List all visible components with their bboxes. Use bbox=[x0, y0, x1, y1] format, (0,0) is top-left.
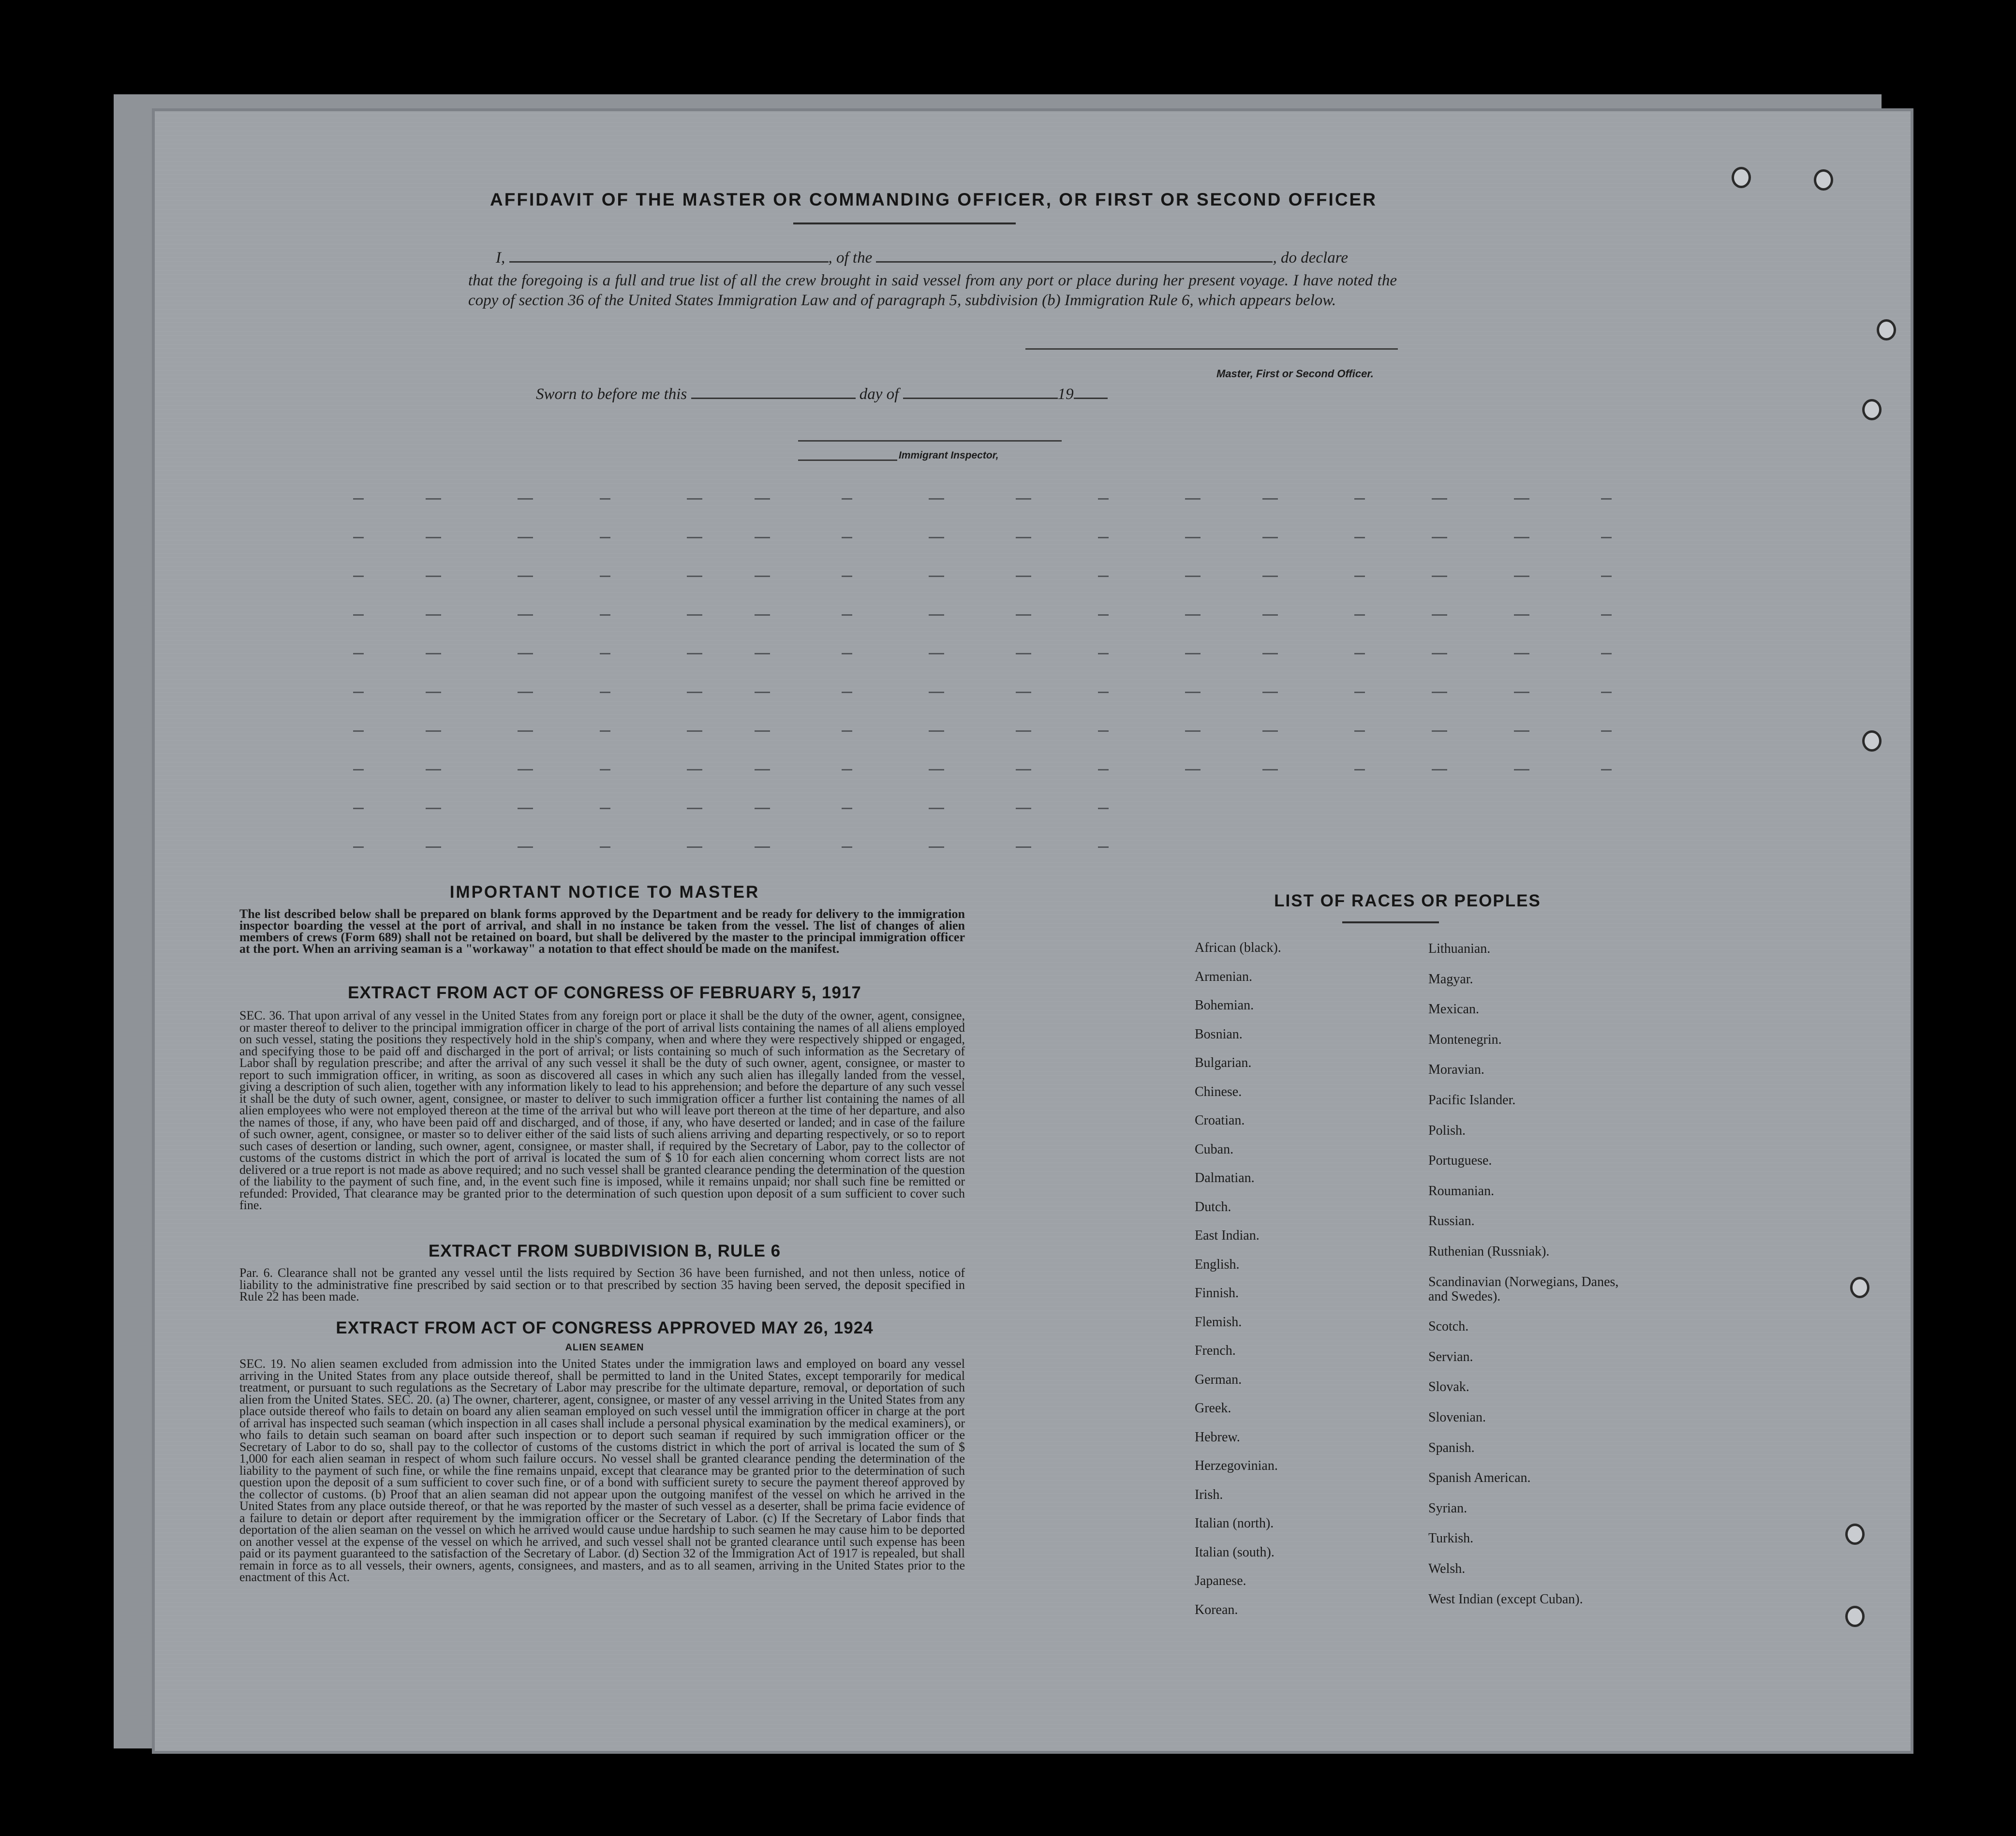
blank-row-dash bbox=[518, 653, 533, 654]
blank-row-dash bbox=[1098, 692, 1109, 693]
affidavit-title-underline bbox=[793, 222, 1016, 224]
blank-row-dash bbox=[353, 498, 364, 500]
blank-row-dash bbox=[1185, 498, 1201, 500]
blank-row-dash bbox=[426, 769, 441, 770]
race-item: Japanese. bbox=[1195, 1573, 1246, 1588]
blank-row-dash bbox=[755, 730, 770, 732]
blank-row-dash bbox=[1016, 537, 1031, 538]
blank-row-dash bbox=[600, 576, 610, 577]
declaration-line bbox=[496, 249, 1398, 267]
blank-row-dash bbox=[1098, 537, 1109, 538]
blank-row-dash bbox=[1432, 576, 1447, 577]
blank-row-dash bbox=[687, 846, 702, 848]
extract-1924-subtitle: ALIEN SEAMEN bbox=[565, 1342, 644, 1353]
blank-row-dash bbox=[1185, 692, 1201, 693]
blank-row-dash bbox=[1514, 653, 1529, 654]
blank-row-dash bbox=[518, 692, 533, 693]
blank-row-dash bbox=[1601, 769, 1612, 770]
race-item: Portuguese. bbox=[1428, 1153, 1492, 1169]
race-item: Spanish American. bbox=[1428, 1470, 1531, 1486]
blank-row-dash bbox=[1601, 653, 1612, 654]
blank-row-dash bbox=[426, 614, 441, 616]
race-item: Italian (north). bbox=[1195, 1516, 1274, 1531]
race-item: Hebrew. bbox=[1195, 1429, 1240, 1445]
blank-row-dash bbox=[353, 576, 364, 577]
blank-row-dash bbox=[1432, 537, 1447, 538]
blank-row-dash bbox=[1016, 498, 1031, 500]
blank-row-dash bbox=[755, 576, 770, 577]
blank-row-dash bbox=[842, 498, 852, 500]
blank-row-dash bbox=[1601, 614, 1612, 616]
blank-row-dash bbox=[1601, 576, 1612, 577]
extract-1924-title: EXTRACT FROM ACT OF CONGRESS APPROVED MAY 26, 1924 bbox=[336, 1318, 874, 1337]
blank-row-dash bbox=[1354, 576, 1365, 577]
blank-row-dash bbox=[353, 692, 364, 693]
blank-row-dash bbox=[353, 614, 364, 616]
race-item: French. bbox=[1195, 1343, 1236, 1358]
blank-row-dash bbox=[842, 769, 852, 770]
race-item: Irish. bbox=[1195, 1487, 1223, 1502]
race-item: Chinese. bbox=[1195, 1084, 1242, 1099]
blank-row-dash bbox=[687, 808, 702, 809]
blank-row-dash bbox=[353, 846, 364, 848]
blank-row-dash bbox=[755, 498, 770, 500]
blank-row-dash bbox=[929, 846, 944, 848]
sworn-line bbox=[536, 385, 1108, 403]
race-item: Pacific Islander. bbox=[1428, 1093, 1516, 1108]
blank-row-dash bbox=[842, 614, 852, 616]
blank-row-dash bbox=[426, 692, 441, 693]
blank-row-dash bbox=[600, 498, 610, 500]
blank-row-dash bbox=[353, 769, 364, 770]
blank-row-dash bbox=[1262, 653, 1278, 654]
blank-row-dash bbox=[1354, 769, 1365, 770]
race-item: Bosnian. bbox=[1195, 1026, 1243, 1042]
blank-row-dash bbox=[1354, 653, 1365, 654]
blank-row-dash bbox=[929, 653, 944, 654]
sworn-label: Sworn to before me this bbox=[536, 385, 687, 403]
blank-row-dash bbox=[1514, 730, 1529, 732]
blank-row-dash bbox=[842, 846, 852, 848]
race-item: Greek. bbox=[1195, 1401, 1231, 1416]
blank-row-dash bbox=[518, 808, 533, 809]
race-item: Scotch. bbox=[1428, 1319, 1469, 1334]
blank-row-dash bbox=[1016, 653, 1031, 654]
race-item: Bulgarian. bbox=[1195, 1055, 1252, 1070]
race-item: Finnish. bbox=[1195, 1286, 1239, 1301]
blank-row-dash bbox=[842, 537, 852, 538]
notice-title: IMPORTANT NOTICE TO MASTER bbox=[449, 883, 760, 902]
sworn-month-field[interactable] bbox=[903, 398, 1058, 399]
blank-row-dash bbox=[929, 498, 944, 500]
blank-row-dash bbox=[842, 653, 852, 654]
blank-row-dash bbox=[426, 576, 441, 577]
race-item: Bohemian. bbox=[1195, 998, 1254, 1013]
blank-row-dash bbox=[1016, 692, 1031, 693]
binder-hole bbox=[1850, 1277, 1869, 1298]
race-item: Polish. bbox=[1428, 1123, 1466, 1138]
blank-row-dash bbox=[1098, 614, 1109, 616]
blank-row-dash bbox=[687, 537, 702, 538]
blank-row-dash bbox=[687, 576, 702, 577]
race-item: Turkish. bbox=[1428, 1531, 1474, 1546]
binder-hole bbox=[1845, 1606, 1865, 1627]
blank-row-dash bbox=[842, 692, 852, 693]
binder-hole bbox=[1732, 167, 1751, 188]
blank-row-dash bbox=[1016, 769, 1031, 770]
blank-row-dash bbox=[755, 846, 770, 848]
affidavit-title: AFFIDAVIT OF THE MASTER OR COMMANDING OFFICER, OR FIRST OR SECOND OFFICER bbox=[490, 190, 1377, 209]
blank-row-dash bbox=[1432, 692, 1447, 693]
binder-hole bbox=[1862, 399, 1882, 420]
blank-row-dash bbox=[929, 808, 944, 809]
blank-row-dash bbox=[1514, 576, 1529, 577]
blank-row-dash bbox=[518, 769, 533, 770]
race-item: Slovenian. bbox=[1428, 1410, 1486, 1425]
binder-hole bbox=[1862, 730, 1882, 752]
blank-row-dash bbox=[426, 653, 441, 654]
race-item: Servian. bbox=[1428, 1349, 1473, 1364]
blank-row-dash bbox=[929, 614, 944, 616]
race-item: Magyar. bbox=[1428, 971, 1473, 987]
blank-row-dash bbox=[1098, 808, 1109, 809]
blank-row-dash bbox=[929, 769, 944, 770]
race-item: Italian (south). bbox=[1195, 1544, 1275, 1560]
blank-row-dash bbox=[1098, 846, 1109, 848]
blank-row-dash bbox=[1185, 576, 1201, 577]
races-title: LIST OF RACES OR PEOPLES bbox=[1274, 891, 1541, 910]
blank-row-dash bbox=[426, 846, 441, 848]
blank-row-dash bbox=[929, 576, 944, 577]
signature-line[interactable] bbox=[1025, 348, 1398, 350]
extract-1917-title: EXTRACT FROM ACT OF CONGRESS OF FEBRUARY 5, 1917 bbox=[348, 983, 861, 1002]
race-item: Armenian. bbox=[1195, 969, 1252, 984]
blank-row-dash bbox=[1432, 498, 1447, 500]
blank-row-dash bbox=[1185, 537, 1201, 538]
blank-row-dash bbox=[1016, 576, 1031, 577]
blank-row-dash bbox=[1354, 498, 1365, 500]
blank-row-dash bbox=[518, 498, 533, 500]
extract-1917-body: SEC. 36. That upon arrival of any vessel in the United States from any foreign port or place it shall be the duty of the owner, agent, consignee, or master thereof to deliver to the principal immigration officer in charge of the port of arrival lists containing the names of all aliens employed on such vessel, stating the positions they respectively hold in the ship's company, when and where they were respectively shipped or engaged, and specifying those to be paid off and discharged in the port of arrival; or lists containing so much of such information as the Secretary of Labor shall by regulation prescribe; and after the arrival of any such vessel it shall be the duty of such owner, agent, consignee, or master to report to such immigration officer, in writing, as soon as discovered all cases in which any such alien has illegally landed from the vessel, giving a description of such alien, together with any information likely to lead to his apprehension; and before the departure of any such vessel it shall be the duty of such owner, agent, consignee, or master to deliver to such immigration officer a further list containing the names of all alien employees who were not employed thereon at the time of the arrival but who will leave port thereon at the time of her departure, and also the names of those, if any, who have been paid off and discharged, and of those, if any, who have deserted or landed; and in case of the failure of such owner, agent, consignee, or master so to deliver either of the said lists of such aliens arriving and departing respectively, or so to report such cases of desertion or landing, such owner, agent, consignee, or master shall, if required by the Secretary of Labor, pay to the collector of customs of the customs district in which the port of arrival is located the sum of $ 10 for each alien concerning whom correct lists are not delivered or a true report is not made as above required; and no such vessel shall be granted clearance pending the determination of the question of the liability to the payment of such fine, and, in the event such fine is imposed, while it remains unpaid; nor shall such fine be remitted or refunded: Provided, That clearance may be granted prior to the determination of such question upon deposit of a sum sufficient to cover such fine. bbox=[239, 1008, 965, 1212]
race-item: Lithuanian. bbox=[1428, 941, 1491, 956]
blank-row-dash bbox=[1185, 730, 1201, 732]
race-item: Slovak. bbox=[1428, 1379, 1469, 1395]
blank-row-dash bbox=[426, 498, 441, 500]
race-item: Dalmatian. bbox=[1195, 1170, 1255, 1185]
blank-row-dash bbox=[1601, 537, 1612, 538]
blank-row-dash bbox=[600, 692, 610, 693]
blank-row-dash bbox=[353, 730, 364, 732]
race-item: Roumanian. bbox=[1428, 1183, 1495, 1199]
blank-row-dash bbox=[687, 730, 702, 732]
declaration-body: that the foregoing is a full and true list of all the crew brought in said vessel from any port or place during her present voyage. I have noted the copy of section 36 of the United States Immigration Law and of paragraph 5, subdivision (b) Immigration Rule 6, which appears below. bbox=[468, 272, 1397, 309]
blank-row-dash bbox=[426, 808, 441, 809]
race-item: Welsh. bbox=[1428, 1561, 1466, 1576]
blank-row-dash bbox=[687, 498, 702, 500]
blank-row-dash bbox=[1098, 498, 1109, 500]
blank-row-dash bbox=[687, 653, 702, 654]
blank-row-dash bbox=[1432, 614, 1447, 616]
race-item: English. bbox=[1195, 1257, 1240, 1272]
race-item: East Indian. bbox=[1195, 1228, 1260, 1243]
blank-row-dash bbox=[518, 614, 533, 616]
blank-row-dash bbox=[1098, 653, 1109, 654]
blank-row-dash bbox=[1262, 730, 1278, 732]
blank-row-dash bbox=[1016, 614, 1031, 616]
extract-rule6-title: EXTRACT FROM SUBDIVISION B, RULE 6 bbox=[428, 1242, 781, 1260]
day-of-label: day of bbox=[859, 385, 899, 403]
blank-row-dash bbox=[687, 769, 702, 770]
blank-row-dash bbox=[426, 730, 441, 732]
inspector-line-upper[interactable] bbox=[798, 440, 1062, 442]
blank-row-dash bbox=[842, 576, 852, 577]
blank-row-dash bbox=[755, 692, 770, 693]
race-item: Cuban. bbox=[1195, 1141, 1234, 1157]
blank-row-dash bbox=[1185, 614, 1201, 616]
blank-row-dash bbox=[600, 846, 610, 848]
sworn-year-field[interactable] bbox=[1074, 398, 1108, 399]
race-item: Mexican. bbox=[1428, 1002, 1479, 1017]
race-item: Dutch. bbox=[1195, 1199, 1231, 1214]
blank-row-dash bbox=[929, 537, 944, 538]
blank-row-dash bbox=[1262, 498, 1278, 500]
blank-row-dash bbox=[755, 769, 770, 770]
declarant-name-field[interactable] bbox=[509, 261, 829, 263]
vessel-label: , of the bbox=[828, 249, 873, 267]
blank-row-dash bbox=[1514, 692, 1529, 693]
blank-row-dash bbox=[1514, 537, 1529, 538]
blank-row-dash bbox=[1514, 614, 1529, 616]
blank-row-dash bbox=[755, 808, 770, 809]
blank-row-dash bbox=[687, 692, 702, 693]
blank-row-dash bbox=[353, 808, 364, 809]
blank-row-dash bbox=[1185, 653, 1201, 654]
race-item: Russian. bbox=[1428, 1214, 1475, 1229]
blank-row-dash bbox=[1601, 498, 1612, 500]
race-item: Moravian. bbox=[1428, 1062, 1484, 1078]
blank-row-dash bbox=[1432, 769, 1447, 770]
blank-row-dash bbox=[1016, 846, 1031, 848]
blank-row-dash bbox=[1098, 576, 1109, 577]
races-title-underline bbox=[1342, 921, 1439, 923]
blank-row-dash bbox=[1354, 614, 1365, 616]
blank-row-dash bbox=[1432, 730, 1447, 732]
blank-row-dash bbox=[1514, 498, 1529, 500]
year-label: 19 bbox=[1057, 385, 1074, 403]
blank-row-dash bbox=[929, 730, 944, 732]
blank-row-dash bbox=[1016, 808, 1031, 809]
blank-row-dash bbox=[426, 537, 441, 538]
blank-row-dash bbox=[1354, 537, 1365, 538]
race-item: Korean. bbox=[1195, 1602, 1238, 1617]
blank-row-dash bbox=[1354, 692, 1365, 693]
blank-row-dash bbox=[600, 653, 610, 654]
blank-row-dash bbox=[1432, 653, 1447, 654]
notice-body: The list described below shall be prepared on blank forms approved by the Department and be ready for delivery to the immigration inspector boarding the vessel at the port of arrival, and shall in no instance be taken from the vessel. The list of changes of alien members of crews (Form 689) shall not be retained on board, but shall be delivered by the master to the principal immigration officer at the port. When an arriving seaman is a "workaway" a notation to that effect should be made on the manifest. bbox=[239, 907, 965, 956]
race-item: Montenegrin. bbox=[1428, 1032, 1502, 1047]
sworn-date-field[interactable] bbox=[691, 398, 856, 399]
race-item: Flemish. bbox=[1195, 1314, 1242, 1330]
race-item: Scandinavian (Norwegians, Danes, and Swedes). bbox=[1428, 1274, 1619, 1304]
binder-hole bbox=[1814, 169, 1833, 191]
extract-rule6-body: Par. 6. Clearance shall not be granted any vessel until the lists required by Section 36 have been furnished, and not then unless, notice of liability to the administrative fine prescribed by said section or to that prescribed by section 35 having been served, the deposit specified in Rule 22 has been made. bbox=[239, 1266, 965, 1303]
vessel-name-field[interactable] bbox=[876, 261, 1273, 263]
inspector-line[interactable] bbox=[798, 459, 897, 461]
signature-label: Master, First or Second Officer. bbox=[1216, 368, 1374, 380]
declare-label: , do declare bbox=[1273, 249, 1348, 267]
blank-row-dash bbox=[600, 730, 610, 732]
blank-row-dash bbox=[353, 537, 364, 538]
race-item: Ruthenian (Russniak). bbox=[1428, 1244, 1550, 1259]
race-item: Croatian. bbox=[1195, 1113, 1245, 1128]
blank-row-dash bbox=[1601, 730, 1612, 732]
blank-row-dash bbox=[1262, 537, 1278, 538]
blank-row-dash bbox=[518, 846, 533, 848]
blank-row-dash bbox=[518, 730, 533, 732]
blank-row-dash bbox=[1016, 730, 1031, 732]
blank-row-dash bbox=[600, 808, 610, 809]
blank-row-dash bbox=[1514, 769, 1529, 770]
blank-row-dash bbox=[1185, 769, 1201, 770]
blank-row-dash bbox=[518, 537, 533, 538]
race-item: African (black). bbox=[1195, 940, 1281, 955]
inspector-label: Immigrant Inspector, bbox=[899, 450, 999, 461]
blank-row-dash bbox=[929, 692, 944, 693]
blank-row-dash bbox=[1262, 692, 1278, 693]
blank-row-dash bbox=[1601, 692, 1612, 693]
blank-row-dash bbox=[518, 576, 533, 577]
blank-row-dash bbox=[842, 808, 852, 809]
blank-row-dash bbox=[1262, 576, 1278, 577]
blank-row-dash bbox=[353, 653, 364, 654]
blank-row-dash bbox=[1098, 769, 1109, 770]
race-item: Spanish. bbox=[1428, 1440, 1475, 1455]
binder-hole bbox=[1845, 1524, 1865, 1545]
blank-row-dash bbox=[600, 537, 610, 538]
blank-row-dash bbox=[842, 730, 852, 732]
blank-row-dash bbox=[755, 537, 770, 538]
blank-row-dash bbox=[1354, 730, 1365, 732]
race-item: German. bbox=[1195, 1372, 1242, 1387]
blank-row-dash bbox=[600, 769, 610, 770]
blank-row-dash bbox=[755, 614, 770, 616]
extract-1924-body: SEC. 19. No alien seamen excluded from admission into the United States under the immigration laws and employed on board any vessel arriving in the United States from any place outside thereof, shall be permitted to land in the United States, except temporarily for medical treatment, or pursuant to such regulations as the Secretary of Labor may prescribe for the ultimate departure, removal, or deportation of such alien from the United States. SEC. 20. (a) The owner, charterer, agent, consignee, or master of any vessel arriving in the United States from any place outside thereof who fails to detain on board any alien seaman employed on such vessel until the immigration officer in charge at the port of arrival has inspected such seaman (which inspection in all cases shall include a personal physical examination by the medical examiners), or who fails to detain such seaman on board after such inspection or to deport such seaman if required by such immigration officer or the Secretary of Labor to do so, shall pay to the collector of customs of the customs district in which the port of arrival is located the sum of $ 1,000 for each alien seaman in respect of whom such failure occurs. No vessel shall be granted clearance pending the determination of the liability to the payment of such fine, or while the fine remains unpaid, except that clearance may be granted prior to the determination of such question upon the deposit of a sum sufficient to cover such fine, or of a bond with sufficient surety to secure the payment thereof approved by the collector of customs. (b) Proof that an alien seaman did not appear upon the outgoing manifest of the vessel on which he arrived in the United States from any place outside thereof, or that he was reported by the master of such vessel as a deserter, shall be prima facie evidence of a failure to detain or deport after requirement by the immigration officer or the Secretary of Labor. (c) If the Secretary of Labor finds that deportation of the alien seaman on the vessel on which he arrived would cause undue hardship to such seamen he may cause him to be deported on another vessel at the expense of the vessel on which he arrived, and such vessel shall not be granted clearance until such expense has been paid or its payment guaranteed to the satisfaction of the Secretary of Labor. (d) Section 32 of the Immigration Act of 1917 is repealed, but shall remain in force as to all vessels, their owners, agents, consignees, and masters, and as to all seamen, arriving in the United States prior to the enactment of this Act. bbox=[239, 1357, 965, 1584]
race-item: Herzegovinian. bbox=[1195, 1458, 1278, 1473]
binder-hole bbox=[1877, 319, 1896, 341]
blank-row-dash bbox=[600, 614, 610, 616]
declarant-label: I, bbox=[496, 249, 505, 267]
race-item: Syrian. bbox=[1428, 1500, 1468, 1516]
blank-row-dash bbox=[1262, 614, 1278, 616]
blank-row-dash bbox=[1098, 730, 1109, 732]
race-item: West Indian (except Cuban). bbox=[1428, 1591, 1583, 1607]
blank-row-dash bbox=[1262, 769, 1278, 770]
blank-row-dash bbox=[755, 653, 770, 654]
blank-row-dash bbox=[687, 614, 702, 616]
